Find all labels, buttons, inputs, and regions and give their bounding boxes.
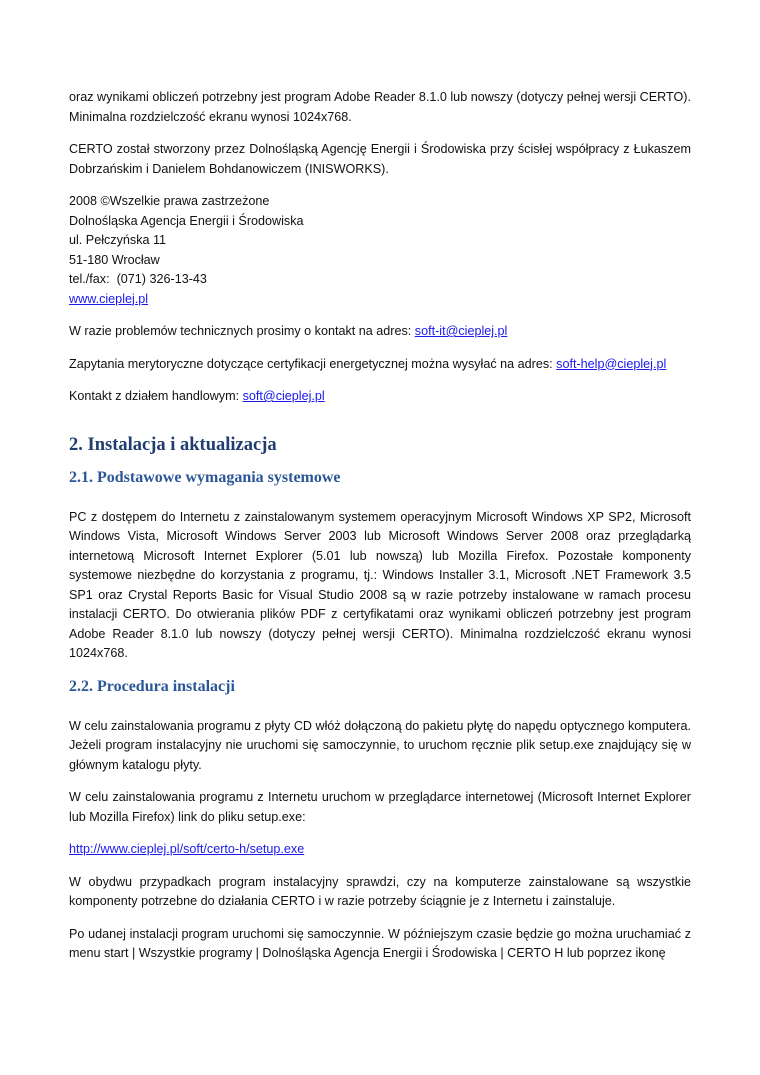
help-email-link[interactable]: soft-help@cieplej.pl bbox=[556, 356, 667, 371]
tech-contact-text: W razie problemów technicznych prosimy o kontakt na adres: bbox=[69, 324, 415, 338]
install-cd-paragraph: W celu zainstalowania programu z płyty CD włóż dołączoną do pakietu płytę do napędu optycznego komputera. Jeżeli program instalacyjny nie uruchomi się samoczynnie, to uruchom ręcznie plik setup.exe znajdujący się w głównym katalogu płyty. bbox=[69, 718, 691, 772]
document-page bbox=[69, 88, 691, 977]
sales-email-link[interactable]: soft@cieplej.pl bbox=[242, 389, 325, 403]
phone-line: tel./fax: (071) 326-13-43 bbox=[69, 272, 207, 286]
intro-paragraph-2: CERTO został stworzony przez Dolnośląską Agencję Energii i Środowiska przy ścisłej współpracy z Łukaszem Dobrzańskim i Danielem Bohdanowiczem (INISWORKS). bbox=[69, 142, 691, 176]
install-internet-paragraph: W celu zainstalowania programu z Internetu uruchom w przeglądarce internetowej (Microsoft Internet Explorer lub Mozilla Firefox) link do pliku setup.exe: bbox=[69, 790, 691, 824]
city-line: 51-180 Wrocław bbox=[69, 252, 160, 267]
sales-contact bbox=[69, 387, 691, 407]
website-link[interactable]: www.cieplej.pl bbox=[69, 291, 149, 306]
help-contact-text: Zapytania merytoryczne dotyczące certyfikacji energetycznej można wysyłać na adres: bbox=[69, 356, 557, 371]
copyright-line: 2008 ©Wszelkie prawa zastrzeżone bbox=[69, 194, 270, 208]
section-2-1-heading: 2.1. Podstawowe wymagania systemowe bbox=[69, 468, 341, 486]
post-install-paragraph: Po udanej instalacji program uruchomi się samoczynnie. W późniejszym czasie będzie go można uruchamiać z menu start | Wszystkie programy | Dolnośląska Agencja Energii i Środowiska | CERTO H lub poprzez ikonę bbox=[69, 926, 691, 960]
setup-link-line bbox=[69, 840, 691, 860]
section-2-2-heading: 2.2. Procedura instalacji bbox=[69, 677, 235, 695]
tech-contact bbox=[69, 322, 691, 342]
install-check-paragraph: W obydwu przypadkach program instalacyjny sprawdzi, czy na komputerze zainstalowane są wszystkie komponenty potrzebne do działania CERTO i w razie potrzeby ściągnie je z Internetu i zainstaluje. bbox=[69, 874, 691, 908]
help-contact bbox=[69, 355, 691, 375]
requirements-paragraph: PC z dostępem do Internetu z zainstalowanym systemem operacyjnym Microsoft Windows XP SP2, Microsoft Windows Vista, Microsoft Windows Server 2003 lub Microsoft Windows Server 2008 oraz przeglądarką internetową Microsoft Internet Explorer (5.01 lub nowszą) lub Mozilla Firefox. Pozostałe komponenty systemowe niezbędne do korzystania z programu, tj.: Windows Installer 3.1, Microsoft .NET Framework 3.5 SP1 oraz Crystal Reports Basic for Visual Studio 2008 są w razie potrzeby instalowane w ramach procesu instalacji CERTO. Do otwierania plików PDF z certyfikatami oraz wynikami obliczeń potrzebny jest program Adobe Reader 8.1.0 lub nowszy (dotyczy pełnej wersji CERTO). Minimalna rozdzielczość ekranu wynosi 1024x768. bbox=[69, 509, 691, 660]
street-line: ul. Pełczyńska 11 bbox=[69, 233, 167, 247]
organization-name: Dolnośląska Agencja Energii i Środowiska bbox=[69, 213, 304, 228]
intro-paragraph-1: oraz wynikami obliczeń potrzebny jest program Adobe Reader 8.1.0 lub nowszy (dotyczy pełnej wersji CERTO). Minimalna rozdzielczość ekranu wynosi 1024x768. bbox=[69, 90, 691, 124]
sales-contact-text: Kontakt z działem handlowym: bbox=[69, 389, 243, 403]
setup-link[interactable]: http://www.cieplej.pl/soft/certo-h/setup.exe bbox=[69, 842, 305, 856]
section-2-heading: 2. Instalacja i aktualizacja bbox=[69, 434, 277, 455]
address-block bbox=[69, 192, 691, 309]
tech-email-link[interactable]: soft-it@cieplej.pl bbox=[414, 324, 508, 338]
